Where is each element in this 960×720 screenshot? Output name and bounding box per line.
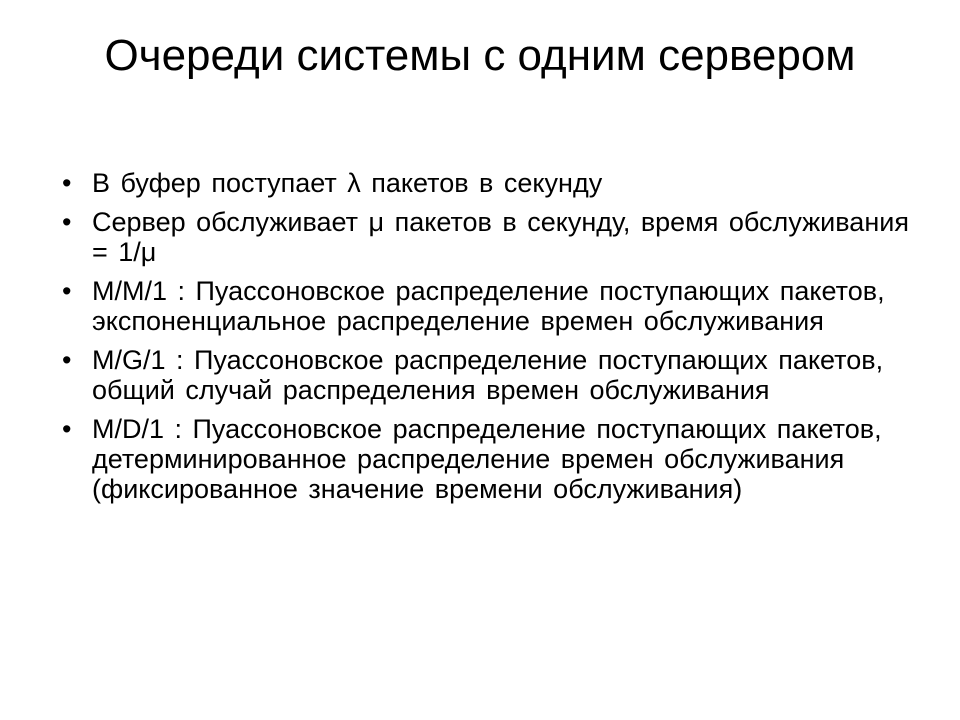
bullet-item-arrival-rate bbox=[62, 168, 912, 198]
bullet-text: В буфер поступает λ пакетов в секунду bbox=[92, 168, 603, 198]
bullet-item-md1 bbox=[62, 414, 912, 504]
bullet-icon: • bbox=[62, 207, 72, 237]
bullet-list bbox=[62, 168, 912, 513]
bullet-item-mg1 bbox=[62, 345, 912, 405]
slide-title: Очереди системы с одним сервером bbox=[104, 31, 856, 80]
bullet-icon: • bbox=[62, 168, 72, 198]
bullet-icon: • bbox=[62, 276, 72, 306]
bullet-text: Сервер обслуживает μ пакетов в секунду, время обслуживания = 1/μ bbox=[92, 207, 909, 267]
bullet-icon: • bbox=[62, 345, 72, 375]
bullet-item-mm1 bbox=[62, 276, 912, 336]
bullet-text: M/G/1 : Пуассоновское распределение поступающих пакетов, общий случай распределения времен обслуживания bbox=[92, 345, 884, 405]
bullet-text: M/M/1 : Пуассоновское распределение поступающих пакетов, экспоненциальное распределение времен обслуживания bbox=[92, 276, 885, 336]
bullet-icon: • bbox=[62, 414, 72, 444]
bullet-item-service-rate bbox=[62, 207, 912, 267]
bullet-text: M/D/1 : Пуассоновское распределение поступающих пакетов, детерминированное распределение времен обслуживания (фиксированное значение времени обслуживания) bbox=[92, 414, 882, 504]
